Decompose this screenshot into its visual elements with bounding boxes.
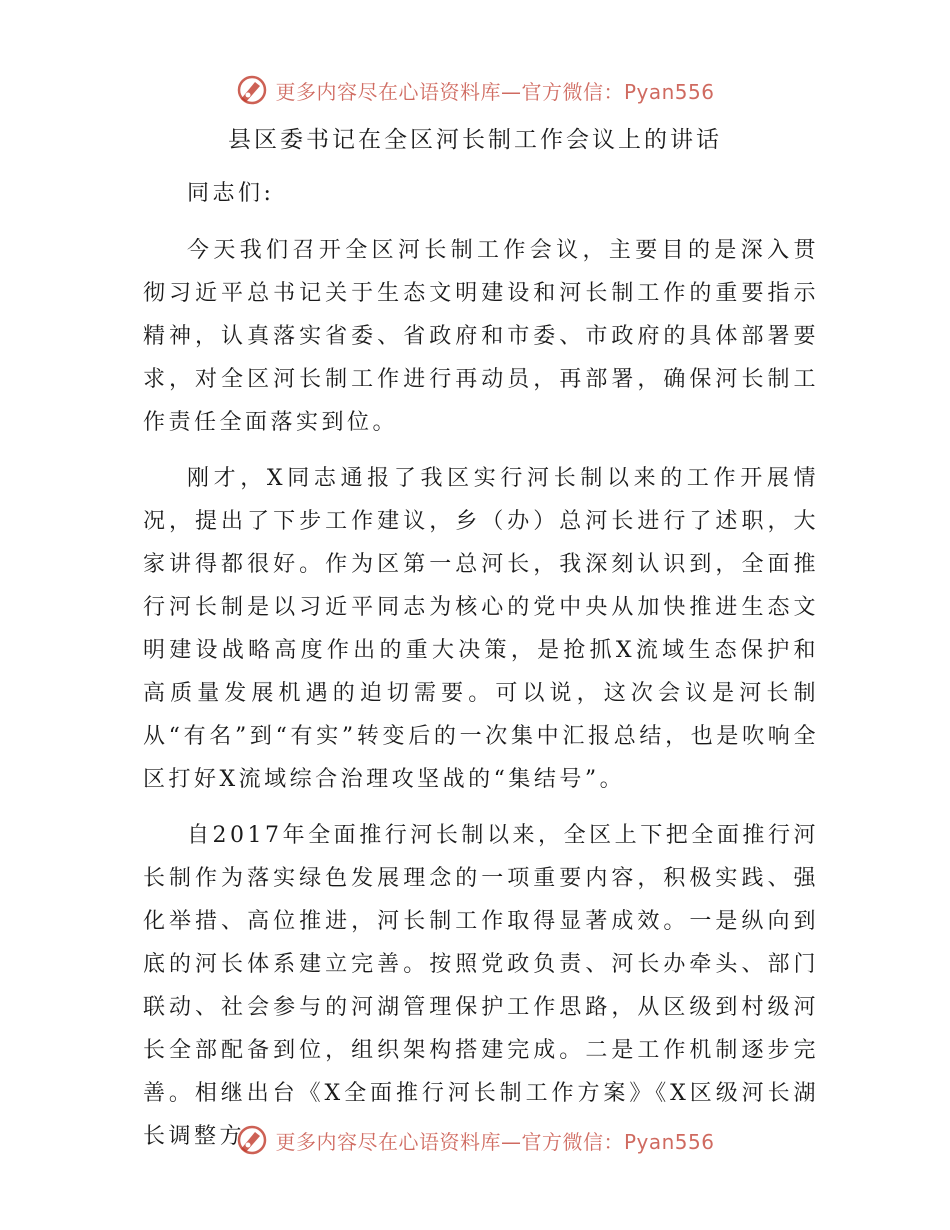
paragraph-3: 自2017年全面推行河长制以来，全区上下把全面推行河长制作为落实绿色发展理念的一项重要内容，积极实践、强化举措、高位推进，河长制工作取得显著成效。一是纵向到底的河长体系建立完善。按照党政负责、河长办牵头、部门联动、社会参与的河湖管理保护工作思路，从区级到村级河长全部配备到位，组织架构搭建完成。二是工作机制逐步完善。相继出台《X全面推行河长制工作方案》《X区级河长湖长调整方 — [143, 823, 819, 1149]
watermark-text: 更多内容尽在心语资料库—官方微信：Pyan556 — [275, 79, 715, 104]
watermark-text: 更多内容尽在心语资料库—官方微信：Pyan556 — [275, 1129, 715, 1154]
paragraph-2: 刚才，X同志通报了我区实行河长制以来的工作开展情况，提出了下步工作建议，乡（办）总河长进行了述职，大家讲得都很好。作为区第一总河长，我深刻认识到，全面推行河长制是以习近平同志为核心的党中央从加快推进生态文明建设战略高度作出的重大决策，是抢抓X流域生态保护和高质量发展机遇的迫切需要。可以说，这次会议是河长制从“有名”到“有实”转变后的一次集中汇报总结，也是吹响全区打好X流域综合治理攻坚战的“集结号”。 — [143, 466, 819, 792]
watermark-banner-top — [0, 70, 950, 110]
salutation: 同志们: — [187, 181, 275, 206]
pen-nib-circle-icon — [235, 72, 271, 108]
watermark-banner-bottom — [0, 1120, 950, 1160]
document-body — [143, 172, 819, 1171]
paragraph-1: 今天我们召开全区河长制工作会议，主要目的是深入贯彻习近平总书记关于生态文明建设和河长制工作的重要指示精神，认真落实省委、省政府和市委、市政府的具体部署要求，对全区河长制工作进行再动员，再部署，确保河长制工作责任全面落实到位。 — [143, 238, 819, 435]
pen-nib-circle-icon — [235, 1122, 271, 1158]
document-title: 县区委书记在全区河长制工作会议上的讲话 — [228, 127, 722, 153]
